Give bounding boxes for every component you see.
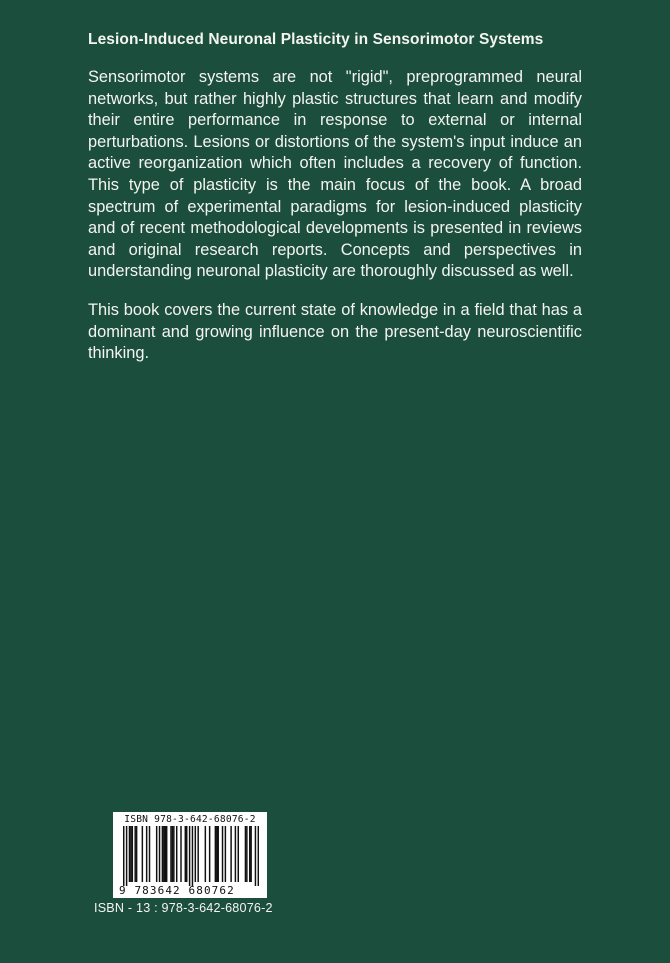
- barcode-bar: [189, 826, 190, 886]
- barcode-bar: [170, 826, 171, 882]
- barcode-bar: [162, 826, 163, 882]
- barcode-bar: [222, 826, 223, 882]
- barcode-bar: [159, 826, 160, 882]
- barcode-bar: [197, 826, 198, 882]
- barcode-bar: [146, 826, 147, 882]
- barcode-bar: [195, 826, 196, 882]
- barcode-bar: [130, 826, 131, 882]
- barcode-bar: [192, 826, 193, 886]
- barcode-bar: [166, 826, 167, 882]
- barcode-bar: [172, 826, 173, 882]
- isbn-13-line: ISBN - 13 : 978-3-642-68076-2: [94, 901, 273, 915]
- description-paragraph-1: Sensorimotor systems are not "rigid", preprogrammed neural networks, but rather highly plastic structures that learn and modify their entire performance in response to external or internal perturbations. Lesions or distortions of the system's input induce an active reorganization which often includes a recovery of function. This type of plasticity is the main focus of the book. A broad spectrum of experimental paradigms for lesion-induced plasticity and of recent methodological developments is presented in reviews and original research reports. Concepts and perspectives in understanding neuronal plasticity are thoroughly discussed as well.: [88, 68, 582, 281]
- barcode-bar: [123, 826, 124, 886]
- barcode-bar: [126, 826, 127, 886]
- barcode-bar: [186, 826, 187, 882]
- isbn-barcode: [113, 812, 267, 898]
- barcode-bar: [209, 826, 210, 882]
- description-paragraph-2: This book covers the current state of knowledge in a field that has a dominant and growing influence on the present-day neuroscientific thinking.: [88, 301, 582, 363]
- barcode-bar: [129, 826, 130, 882]
- barcode-bar: [149, 826, 150, 882]
- barcode-bar: [134, 826, 135, 882]
- barcode-bar: [173, 826, 174, 882]
- barcode-bar: [249, 826, 250, 882]
- barcode-bar: [185, 826, 186, 882]
- barcode-bar: [180, 826, 181, 882]
- barcode-bars: [123, 826, 259, 886]
- barcode-bar: [235, 826, 236, 882]
- barcode-bar: [132, 826, 133, 882]
- barcode-bar: [156, 826, 157, 882]
- barcode-bar: [217, 826, 218, 882]
- barcode-digits: 9 783642 680762: [119, 884, 235, 897]
- barcode-bar: [205, 826, 206, 882]
- barcode-bar: [238, 826, 239, 882]
- barcode-bar: [225, 826, 226, 882]
- barcode-bar: [245, 826, 246, 882]
- barcode-bar: [255, 826, 256, 886]
- barcode-isbn-text: ISBN 978-3-642-68076-2: [124, 814, 256, 825]
- barcode-bar: [216, 826, 217, 882]
- barcode-bar: [136, 826, 137, 882]
- book-title: Lesion-Induced Neuronal Plasticity in Sensorimotor Systems: [88, 31, 544, 48]
- barcode-bar: [230, 826, 231, 882]
- barcode-bar: [246, 826, 247, 882]
- barcode-bar: [142, 826, 143, 882]
- barcode-bar: [163, 826, 164, 882]
- barcode-bar: [165, 826, 166, 882]
- barcode-bar: [176, 826, 177, 882]
- barcode-bar: [250, 826, 251, 882]
- barcode-bar: [215, 826, 216, 882]
- barcode-bar: [258, 826, 259, 886]
